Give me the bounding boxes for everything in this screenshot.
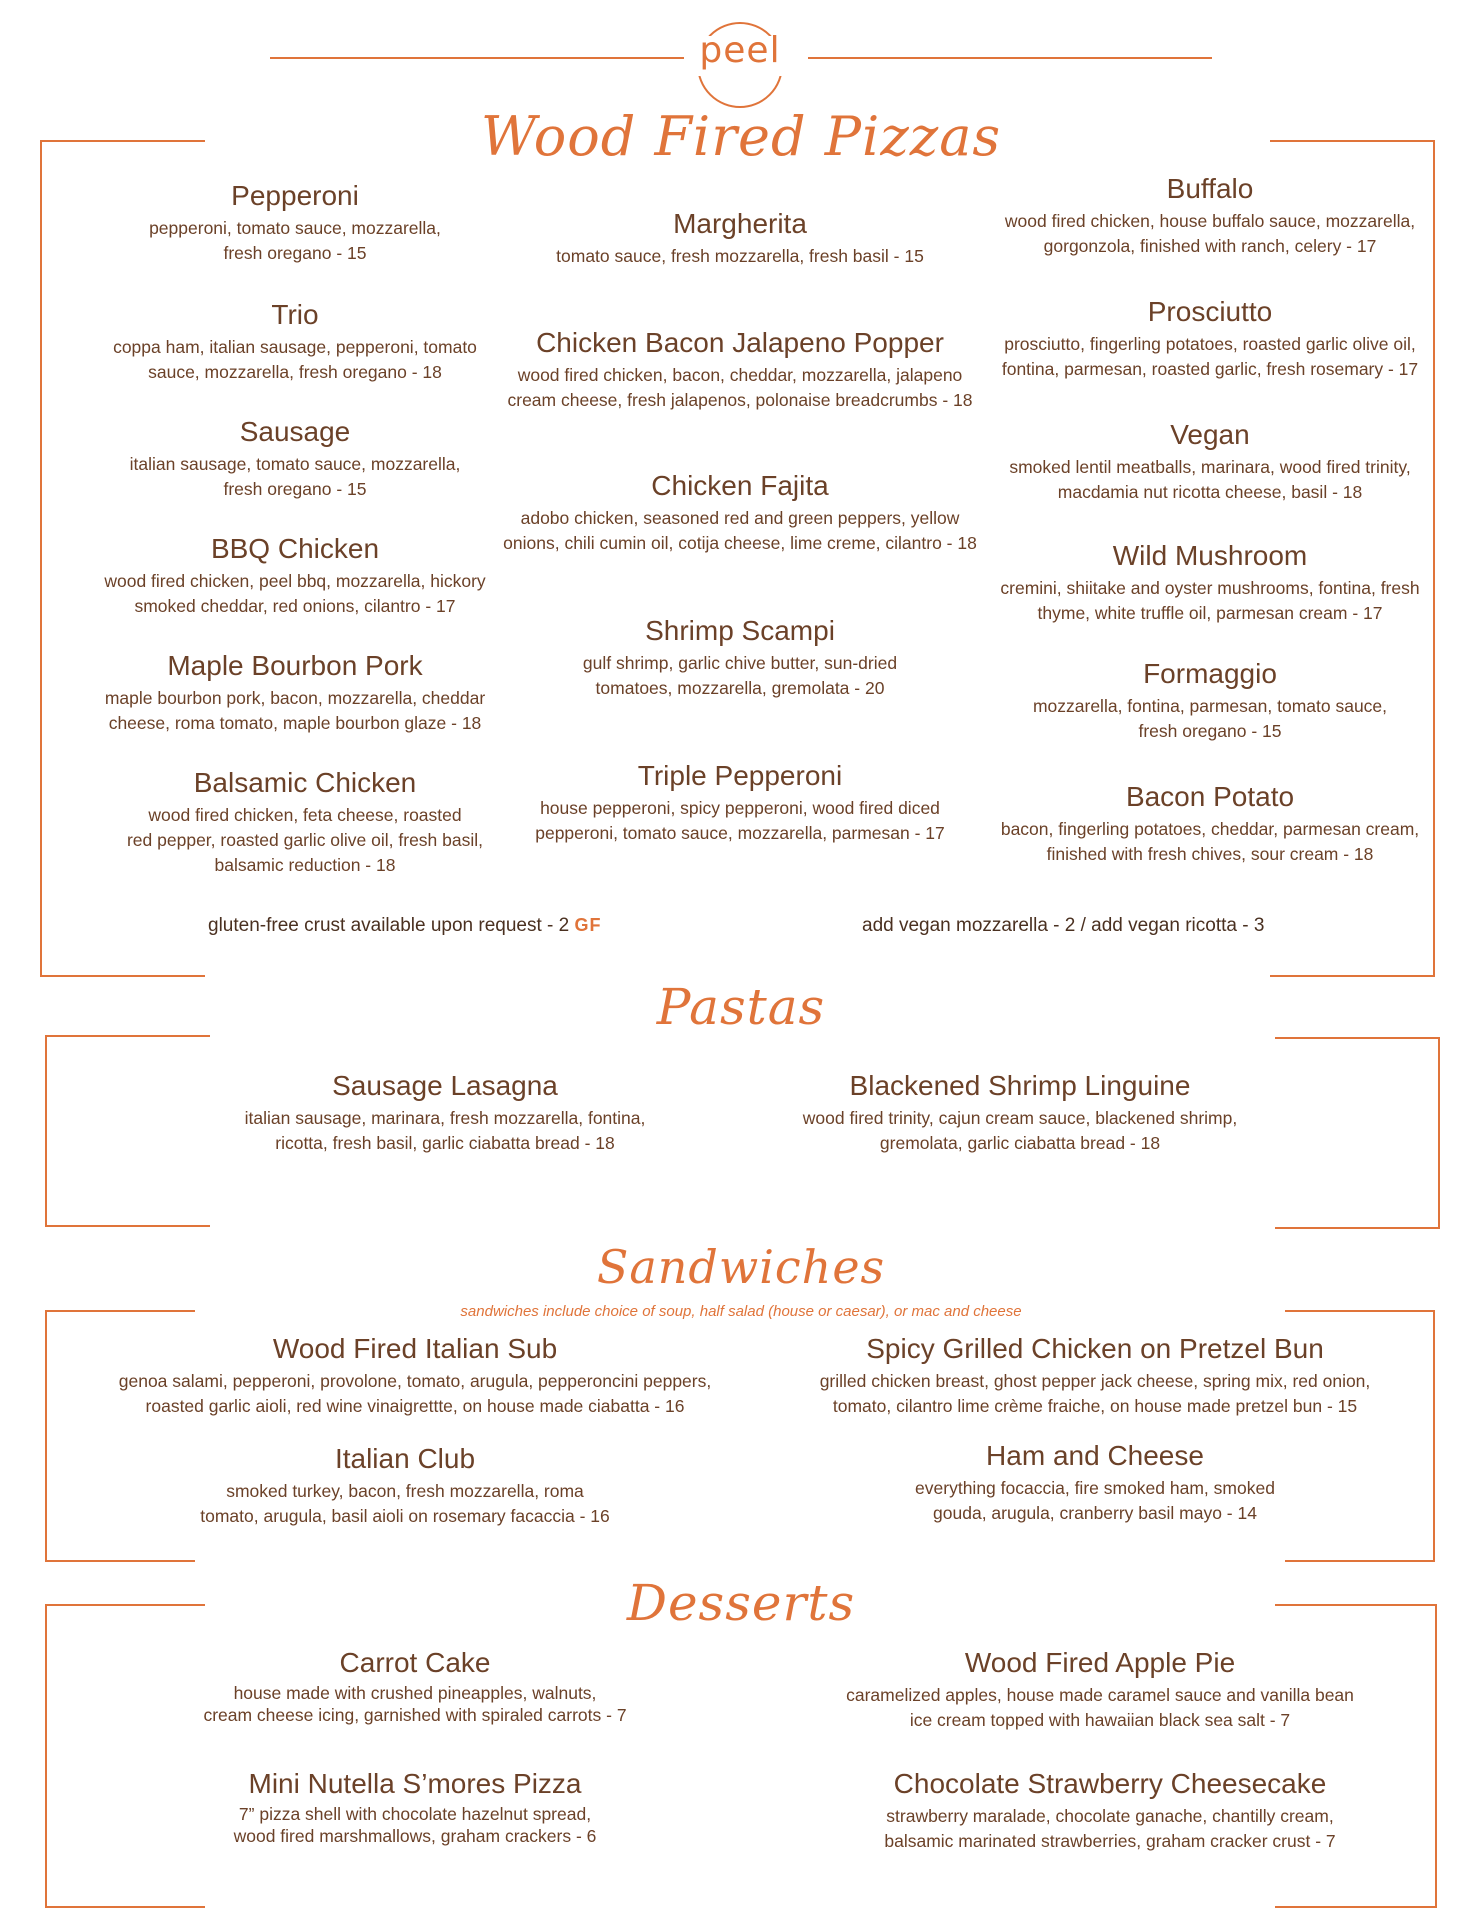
menu-item (985, 419, 1435, 505)
dessert-frame-right (1435, 1604, 1437, 1906)
item-description: caramelized apples, house made caramel sauce and vanilla bean ice cream topped with hawaiian black sea salt - 7 (846, 1685, 1354, 1731)
item-description: strawberry maralade, chocolate ganache, chantilly cream, balsamic marinated strawberries, graham cracker crust - 7 (884, 1806, 1336, 1852)
item-description: wood fired chicken, bacon, cheddar, mozzarella, jalapeno cream cheese, fresh jalapenos, polonaise breadcrumbs - 18 (507, 365, 973, 411)
item-description: italian sausage, marinara, fresh mozzarella, fontina, ricotta, fresh basil, garlic ciabatta bread - 18 (244, 1108, 646, 1154)
menu-item (490, 208, 990, 269)
menu-item (985, 658, 1435, 744)
pasta-frame-left (45, 1035, 47, 1225)
vegan-note: add vegan mozzarella - 2 / add vegan ricotta - 3 (862, 915, 1265, 936)
sandwich-frame-top-right (1285, 1310, 1435, 1312)
section-title-desserts: Desserts (626, 1574, 856, 1632)
item-description: cremini, shiitake and oyster mushrooms, fontina, fresh thyme, white truffle oil, parmesan cream - 17 (1000, 578, 1420, 624)
brand-logo: peel (699, 30, 781, 71)
menu-item (490, 760, 990, 846)
item-name: Wild Mushroom (1112, 540, 1308, 571)
pizza-frame-left (40, 140, 42, 975)
menu-item (190, 1768, 640, 1848)
item-name: Margherita (673, 208, 807, 239)
item-name: Italian Club (334, 1443, 476, 1474)
item-description: pepperoni, tomato sauce, mozzarella, fresh oregano - 15 (149, 218, 441, 264)
menu-item (770, 1070, 1270, 1156)
item-description: genoa salami, pepperoni, provolone, tomato, arugula, pepperoncini peppers, roasted garlic aioli, red wine vinaigrettte, on house made ciabatta - 16 (118, 1371, 712, 1417)
item-name: Blackened Shrimp Linguine (849, 1070, 1191, 1101)
menu-item (180, 1647, 650, 1727)
gluten-free-note: gluten-free crust available upon request - 2 GF (208, 915, 602, 936)
sandwich-frame-top-left (45, 1310, 195, 1312)
menu-item (90, 299, 500, 385)
menu-item (90, 180, 500, 266)
menu-item (490, 327, 990, 413)
item-name: Maple Bourbon Pork (167, 650, 423, 681)
menu-item (170, 1443, 640, 1529)
item-description: wood fired chicken, house buffalo sauce, mozzarella, gorgonzola, finished with ranch, celery - 17 (1004, 211, 1416, 257)
menu-item (820, 1647, 1380, 1733)
item-description: mozzarella, fontina, parmesan, tomato sauce, fresh oregano - 15 (1032, 696, 1388, 742)
item-description: smoked lentil meatballs, marinara, wood fired trinity, macdamia nut ricotta cheese, basil - 18 (1009, 457, 1411, 503)
item-name: Trio (271, 299, 319, 330)
dessert-frame-bottom-left (45, 1906, 205, 1908)
pasta-frame-right (1438, 1037, 1440, 1227)
item-name: Vegan (1170, 419, 1250, 450)
menu-item (220, 1070, 670, 1156)
item-name: Chicken Bacon Jalapeno Popper (536, 327, 944, 358)
section-title-sandwiches: Sandwiches (596, 1240, 886, 1294)
sandwich-frame-right (1433, 1310, 1435, 1560)
section-title-pastas: Pastas (656, 978, 826, 1036)
item-name: Balsamic Chicken (193, 767, 417, 798)
item-description: wood fired chicken, feta cheese, roasted red pepper, roasted garlic olive oil, fresh basil, balsamic reduction - 18 (126, 805, 484, 875)
menu-item (985, 173, 1435, 259)
item-name: Prosciutto (1147, 296, 1273, 327)
item-description: coppa ham, italian sausage, pepperoni, tomato sauce, mozzarella, fresh oregano - 18 (113, 337, 477, 383)
item-name: Carrot Cake (339, 1647, 491, 1678)
dessert-frame-top-left (45, 1604, 205, 1606)
section-title-pizzas: Wood Fired Pizzas (480, 105, 1002, 168)
pizza-frame-bottom-right (1270, 975, 1435, 977)
item-name: BBQ Chicken (210, 533, 380, 564)
menu-item (870, 1440, 1320, 1526)
header-rule-left (270, 57, 685, 59)
item-description: house made with crushed pineapples, walnuts, cream cheese icing, garnished with spiraled carrots - 7 (203, 1683, 627, 1726)
menu-item (490, 470, 990, 556)
item-description: grilled chicken breast, ghost pepper jack cheese, spring mix, red onion, tomato, cilantro lime crème fraiche, on house made pretzel bun - 15 (819, 1371, 1371, 1417)
sandwich-frame-bottom-right (1285, 1560, 1435, 1562)
item-name: Chocolate Strawberry Cheesecake (893, 1768, 1327, 1799)
item-name: Ham and Cheese (986, 1440, 1204, 1471)
item-name: Formaggio (1143, 658, 1277, 689)
item-name: Wood Fired Italian Sub (272, 1333, 558, 1364)
item-description: prosciutto, fingerling potatoes, roasted garlic olive oil, fontina, parmesan, roasted garlic, fresh rosemary - 17 (1001, 334, 1419, 380)
header-rule-right (808, 57, 1212, 59)
item-description: bacon, fingerling potatoes, cheddar, parmesan cream, finished with fresh chives, sour cream - 18 (1000, 819, 1420, 865)
item-name: Wood Fired Apple Pie (964, 1647, 1236, 1678)
menu-item (90, 533, 500, 619)
item-description: adobo chicken, seasoned red and green peppers, yellow onions, chili cumin oil, cotija cheese, lime creme, cilantro - 18 (503, 508, 977, 554)
sandwiches-subtitle: sandwiches include choice of soup, half salad (house or caesar), or mac and cheese (460, 1303, 1022, 1320)
item-name: Bacon Potato (1125, 781, 1295, 812)
menu-item (780, 1333, 1410, 1419)
item-description: house pepperoni, spicy pepperoni, wood fired diced pepperoni, tomato sauce, mozzarella, parmesan - 17 (535, 798, 945, 844)
sandwich-frame-left (45, 1310, 47, 1560)
menu-item (90, 767, 520, 878)
item-description: smoked turkey, bacon, fresh mozzarella, roma tomato, arugula, basil aioli on rosemary facaccia - 16 (200, 1481, 610, 1527)
menu-item (95, 1333, 735, 1419)
sandwich-frame-bottom-left (45, 1560, 195, 1562)
item-name: Buffalo (1166, 173, 1254, 204)
menu-item (985, 296, 1435, 382)
item-description: tomato sauce, fresh mozzarella, fresh basil - 15 (556, 246, 924, 267)
gluten-free-icon: GF (574, 915, 602, 935)
item-description: wood fired trinity, cajun cream sauce, blackened shrimp, gremolata, garlic ciabatta bread - 18 (802, 1108, 1238, 1154)
pasta-frame-top-right (1275, 1037, 1440, 1039)
item-name: Chicken Fajita (651, 470, 829, 501)
item-name: Spicy Grilled Chicken on Pretzel Bun (866, 1333, 1324, 1364)
item-name: Sausage Lasagna (332, 1070, 558, 1101)
dessert-frame-left (45, 1604, 47, 1906)
item-description: everything focaccia, fire smoked ham, smoked gouda, arugula, cranberry basil mayo - 14 (915, 1478, 1275, 1524)
item-description: gulf shrimp, garlic chive butter, sun-dried tomatoes, mozzarella, gremolata - 20 (582, 653, 898, 699)
item-description: 7” pizza shell with chocolate hazelnut spread, wood fired marshmallows, graham crackers - 6 (233, 1804, 597, 1847)
item-name: Pepperoni (231, 180, 359, 211)
item-name: Shrimp Scampi (645, 615, 835, 646)
pasta-frame-top-left (45, 1035, 210, 1037)
item-name: Mini Nutella S’mores Pizza (248, 1768, 582, 1799)
item-name: Sausage (239, 416, 351, 447)
pasta-frame-bottom-left (45, 1225, 210, 1227)
menu-item (850, 1768, 1370, 1854)
item-description: italian sausage, tomato sauce, mozzarella, fresh oregano - 15 (129, 454, 461, 500)
item-description: maple bourbon pork, bacon, mozzarella, cheddar cheese, roma tomato, maple bourbon glaze - 18 (104, 688, 486, 734)
dessert-frame-top-right (1275, 1604, 1437, 1606)
pizza-frame-bottom-left (40, 975, 205, 977)
dessert-frame-bottom-right (1275, 1906, 1437, 1908)
pasta-frame-bottom-right (1275, 1227, 1440, 1229)
menu-item (90, 416, 500, 502)
menu-item (90, 650, 500, 736)
item-description: wood fired chicken, peel bbq, mozzarella, hickory smoked cheddar, red onions, cilantro - 17 (104, 571, 486, 617)
item-name: Triple Pepperoni (637, 760, 843, 791)
menu-item (985, 540, 1435, 626)
menu-item (490, 615, 990, 701)
menu-item (985, 781, 1435, 867)
